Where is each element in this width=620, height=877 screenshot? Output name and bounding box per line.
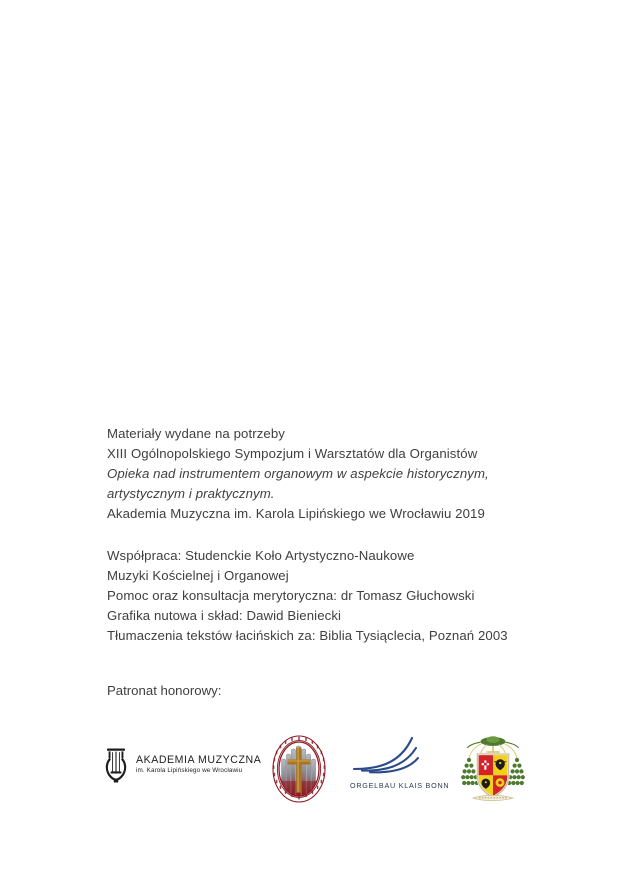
imprint-line: Akademia Muzyczna im. Karola Lipińskiego we Wrocławiu 2019	[107, 506, 485, 521]
credits-line: Pomoc oraz konsultacja merytoryczna: dr Tomasz Głuchowski	[107, 588, 475, 603]
logo-akademia-muzyczna	[103, 746, 261, 784]
academy-title: AKADEMIA MUZYCZNA	[136, 754, 262, 767]
patronage-logo-row	[100, 730, 530, 810]
imprint-block	[107, 424, 577, 524]
lyre-icon	[103, 746, 129, 784]
patronage-label: Patronat honorowy:	[107, 683, 222, 698]
academy-subtitle: im. Karola Lipińskiego we Wrocławiu	[136, 767, 243, 775]
credits-line: Grafika nutowa i skład: Dawid Bieniecki	[107, 608, 342, 623]
logo-orgelbau-klais-bonn	[348, 736, 449, 790]
imprint-line: Opieka nad instrumentem organowym w aspekcie historycznym,	[107, 466, 489, 481]
klais-wordmark: ORGELBAU KLAIS BONN	[350, 781, 450, 790]
credits-line: Muzyki Kościelnej i Organowej	[107, 568, 289, 583]
credits-block	[107, 546, 577, 646]
imprint-line: artystycznym i praktycznym.	[107, 486, 275, 501]
block-spacer	[107, 524, 577, 546]
imprint-line: Materiały wydane na potrzeby	[107, 426, 285, 441]
credits-line: Współpraca: Studenckie Koło Artystyczno-Naukowe	[107, 548, 415, 563]
credits-line: Tłumaczenia tekstów łacińskich za: Biblia Tysiąclecia, Poznań 2003	[107, 628, 508, 643]
episcopal-coat-of-arms-icon	[460, 732, 526, 806]
imprint-line: XIII Ogólnopolskiego Sympozjum i Warsztatów dla Organistów	[107, 446, 478, 461]
logo-stowarzyszenie-seal	[268, 735, 330, 803]
logo-episcopal-coat-of-arms	[460, 732, 526, 806]
klais-swoosh-icon	[348, 736, 440, 778]
organ-pipes-cross-seal-icon	[268, 735, 330, 803]
academy-wordmark	[136, 755, 261, 775]
colophon	[107, 424, 577, 646]
